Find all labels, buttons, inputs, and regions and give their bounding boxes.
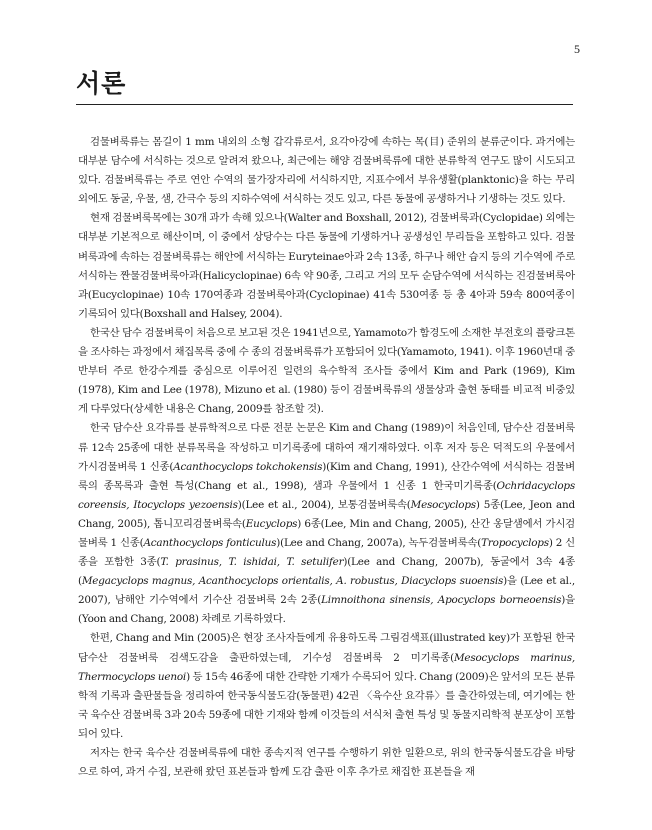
text-run: )(Lee et al., 2004), 보통검물벼룩속( <box>237 498 411 511</box>
paragraph-1 <box>78 133 575 209</box>
body-text <box>78 133 575 782</box>
text-run: )(Lee and Chang, 2007b), 동굴에서 3속 4종( <box>78 556 575 588</box>
text-run: ) 2 신종을 포함한 3종( <box>78 536 576 569</box>
text-run: 현재 검물벼룩목에는 30개 과가 속해 있으나(Walter and Boxshall, 2012), 검물벼룩과(Cyclopidae) 외에는 대부분 기본적으로 해산이며, 이 중에서 상당수는 다른 동물에 기생하거나 공생성인 무리들을 포함하고 있다. 검물벼룩과에 속하는 검물벼룩류는 해안에 서식하는 Euryteinae아과 2속 13종, 하구나 해안 습지 등의 기수역에 주로 서식하는 짠물검물벼룩아과(Halicyclopinae) 6속 약 90종, 그리고 거의 모두 순담수역에 서식하는 진검물벼룩아과(Eucyclopinae) 10속 170여종과 검물벼룩아과(Cyclopinae) 41속 530여종 등 총 4아과 59속 800여종이 기록되어 있다(Boxshall and Halsey, 2004). <box>78 212 575 320</box>
genus-name: Eucyclops <box>245 517 298 530</box>
text-run: )(Lee and Chang, 2007a), 녹두검물벼룩속( <box>276 536 482 549</box>
species-name: Ochridacyclops coreensis, Itocyclops yezoensis <box>78 479 575 511</box>
text-run: 저자는 한국 육수산 검물벼룩류에 대한 종속지적 연구를 수행하기 위한 일환으로, 위의 한국동식물도감을 바탕으로 하여, 과거 수집, 보관해 왔던 표본들과 함께 도감 출판 이후 추가로 채집한 표본들을 재 <box>78 747 575 779</box>
title-rule <box>76 104 573 105</box>
text-run: )(Kim and Chang, 1991), 산간수역에 서식하는 검물벼룩의 종목록과 출현 특성(Chang et al., 1998), 샘과 우물에서 1 신종 1 한국미기록종( <box>78 460 575 492</box>
text-run: 한국 담수산 요각류를 분류학적으로 다룬 전문 논문은 Kim and Chang (1989)이 처음인데, 담수산 검물벼룩류 12속 25종에 대한 분류목록을 작성하고 미기록종에 대하여 재기재하였다. 이후 저자 등은 덕적도의 우물에서 가시검물벼룩 1 신종( <box>78 422 575 473</box>
species-name: Acanthocyclops fonticulus <box>143 536 277 549</box>
paragraph-5 <box>78 629 575 744</box>
paragraph-4 <box>78 419 575 629</box>
text-run: 한편, Chang and Min (2005)은 현장 조사자들에게 유용하도록 그림검색표(illustrated key)가 포함된 한국 담수산 검물벼룩 검색도감을 출판하였는데, 기수성 검물벼룩 2 미기록종( <box>78 632 575 664</box>
genus-name: Tropocyclops <box>481 536 549 549</box>
species-name: Megacyclops magnus, Acanthocyclops orientalis, A. robustus, Diacyclops suoensis <box>81 575 504 588</box>
page-number: 5 <box>574 42 580 56</box>
text-run: )을 (Lee et al., 2007), 남해안 기수역에서 기수산 검물벼룩 2속 2종( <box>78 575 575 607</box>
text-run: ) 5종(Lee, Jeon and Chang, 2005), 톱니꼬리검물벼룩속( <box>78 498 575 530</box>
species-name: T. prasinus, T. ishidai, T. setulifer <box>160 556 344 569</box>
species-name: Acanthocyclops tokchokensis <box>173 460 323 473</box>
text-run: ) 6종(Lee, Min and Chang, 2005), 산간 옹달샘에서 가시검물벼룩 1 신종( <box>78 517 576 549</box>
text-run: ) 등 15속 46종에 대한 간략한 기재가 수록되어 있다. Chang (2009)은 앞서의 모든 분류학적 기록과 출판물들을 정리하여 한국동식물도감(동물편) 42권 〈육수산 요각류〉를 출간하였는데, 여기에는 한국 육수산 검물벼룩 3과 20속 59종에 대한 기재와 함께 이것들의 서식처 출현 특성 및 동물지리학적 분포상이 포함되어 있다. <box>78 670 575 740</box>
text-run: 한국산 담수 검물벼룩이 처음으로 보고된 것은 1941년으로, Yamamoto가 함경도에 소재한 부전호의 플랑크톤을 조사하는 과정에서 채집목록 중에 수 종의 검물벼룩류가 포함되어 있다(Yamamoto, 1941). 이후 1960년대 중반부터 주로 한강수계를 중심으로 이루어진 일련의 육수학적 조사들 중에서 Kim and Park (1969), Kim (1978), Kim and Lee (1978), Mizuno et al. (1980) 등이 검물벼룩류의 생물상과 출현 동태를 비교적 비중있게 다루었다(상세한 내용은 Chang, 2009를 참조할 것). <box>78 326 575 416</box>
paragraph-3 <box>78 324 575 419</box>
section-title: 서론 <box>76 69 127 98</box>
text-run: )을 (Yoon and Chang, 2008) 차례로 기록하였다. <box>78 594 575 626</box>
species-name: Mesocyclops marinus, Thermocyclops uenoi <box>78 651 576 683</box>
text-run: 검물벼룩류는 몸길이 1 mm 내외의 소형 갑각류로서, 요각아강에 속하는 목(目) 준위의 분류군이다. 과거에는 대부분 담수에 서식하는 것으로 알려져 왔으나, 최근에는 해양 검물벼룩류에 대한 분류학적 연구도 많이 시도되고 있다. 검물벼룩류는 주로 연안 수역의 물가장자리에 서식하지만, 지표수에서 부유생활(planktonic)을 하는 무리 외에도 동굴, 우물, 샘, 간극수 등의 지하수역에 서식하는 것도 있고, 다른 동물에 공생하거나 기생하는 것도 있다. <box>78 136 575 206</box>
paragraph-2 <box>78 209 575 324</box>
species-name: Limnoithona sinensis, Apocyclops borneoensis <box>321 594 562 607</box>
genus-name: Mesocyclops <box>410 498 476 511</box>
paragraph-6 <box>78 744 575 782</box>
